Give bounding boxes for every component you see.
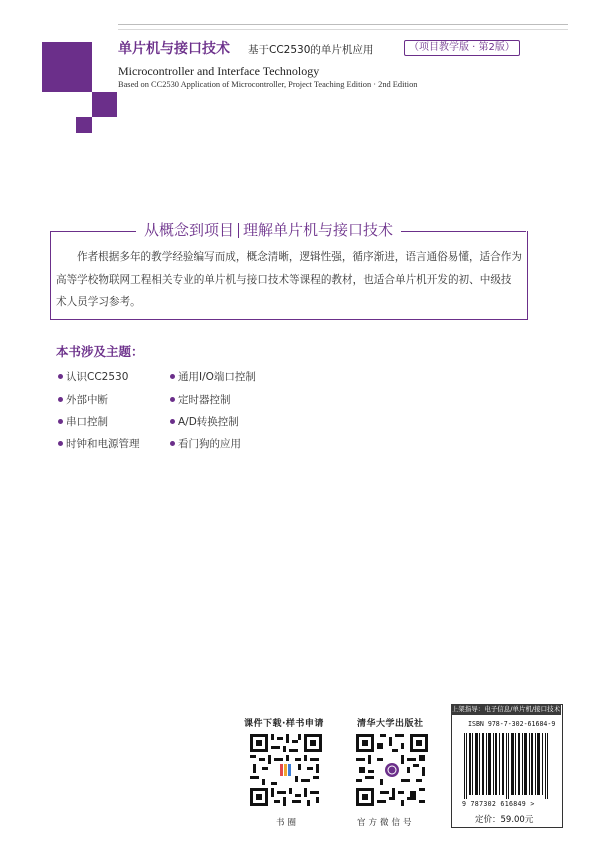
topic-item: 认识CC2530	[58, 370, 128, 384]
intro-heading-left: 从概念到项目	[144, 221, 235, 239]
topic-item: 看门狗的应用	[170, 437, 241, 451]
qr-code-right[interactable]	[356, 734, 428, 806]
barcode-bars	[462, 733, 552, 799]
topic-item: 定时器控制	[170, 393, 231, 407]
topic-item: 外部中断	[58, 393, 108, 407]
qr-right-label: 清华大学出版社	[357, 719, 424, 729]
bullet-dot	[58, 419, 63, 424]
book-title-en: Microcontroller and Interface Technology	[118, 64, 320, 78]
book-subtitle-en: Based on CC2530 Application of Microcontroller, Project Teaching Edition · 2nd Edition	[118, 80, 418, 89]
edition-badge: （项目教学版 · 第2版）	[404, 40, 520, 56]
intro-heading	[136, 220, 401, 240]
intro-heading-right: 理解单片机与接口技术	[243, 221, 394, 239]
qr-left-label: 课件下载·样书申请	[244, 719, 324, 729]
qr-right-caption: 官方微信号	[357, 818, 415, 828]
barcode-category: 上架指导：电子信息/单片机/接口技术	[451, 705, 561, 713]
bullet-dot	[58, 374, 63, 379]
intro-paragraph-wrap	[56, 246, 522, 314]
bullet-dot	[58, 441, 63, 446]
topic-item: 串口控制	[58, 415, 108, 429]
top-rule	[118, 24, 568, 25]
book-title-cn: 单片机与接口技术	[118, 41, 230, 57]
top-rule-secondary	[118, 29, 568, 30]
intro-paragraph: 作者根据多年的教学经验编写而成，概念清晰，逻辑性强，循序渐进，语言通俗易懂，适合作为高等学校物联网工程相关专业的单片机与接口技术等课程的教材，也适合单片机开发的初、中级技术人员学习参考。	[56, 251, 522, 308]
bullet-dot	[170, 374, 175, 379]
qr-left-caption: 书圈	[276, 818, 300, 828]
qr-code-left[interactable]	[250, 734, 322, 806]
bullet-dot	[170, 397, 175, 402]
bullet-dot	[170, 419, 175, 424]
topic-item: 时钟和电源管理	[58, 437, 140, 451]
price: 定价：59.00元	[475, 815, 534, 825]
topics-title: 本书涉及主题：	[56, 344, 144, 359]
intro-heading-separator	[238, 223, 239, 238]
isbn-text: ISBN 978-7-302-61684-9	[468, 720, 556, 728]
topic-item: 通用I/O端口控制	[170, 370, 256, 384]
book-subtitle-cn: 基于CC2530的单片机应用	[248, 44, 374, 56]
bullet-dot	[58, 397, 63, 402]
bullet-dot	[170, 441, 175, 446]
barcode-digits: 9 787302 616849 >	[462, 800, 535, 808]
topic-item: A/D转换控制	[170, 415, 239, 429]
